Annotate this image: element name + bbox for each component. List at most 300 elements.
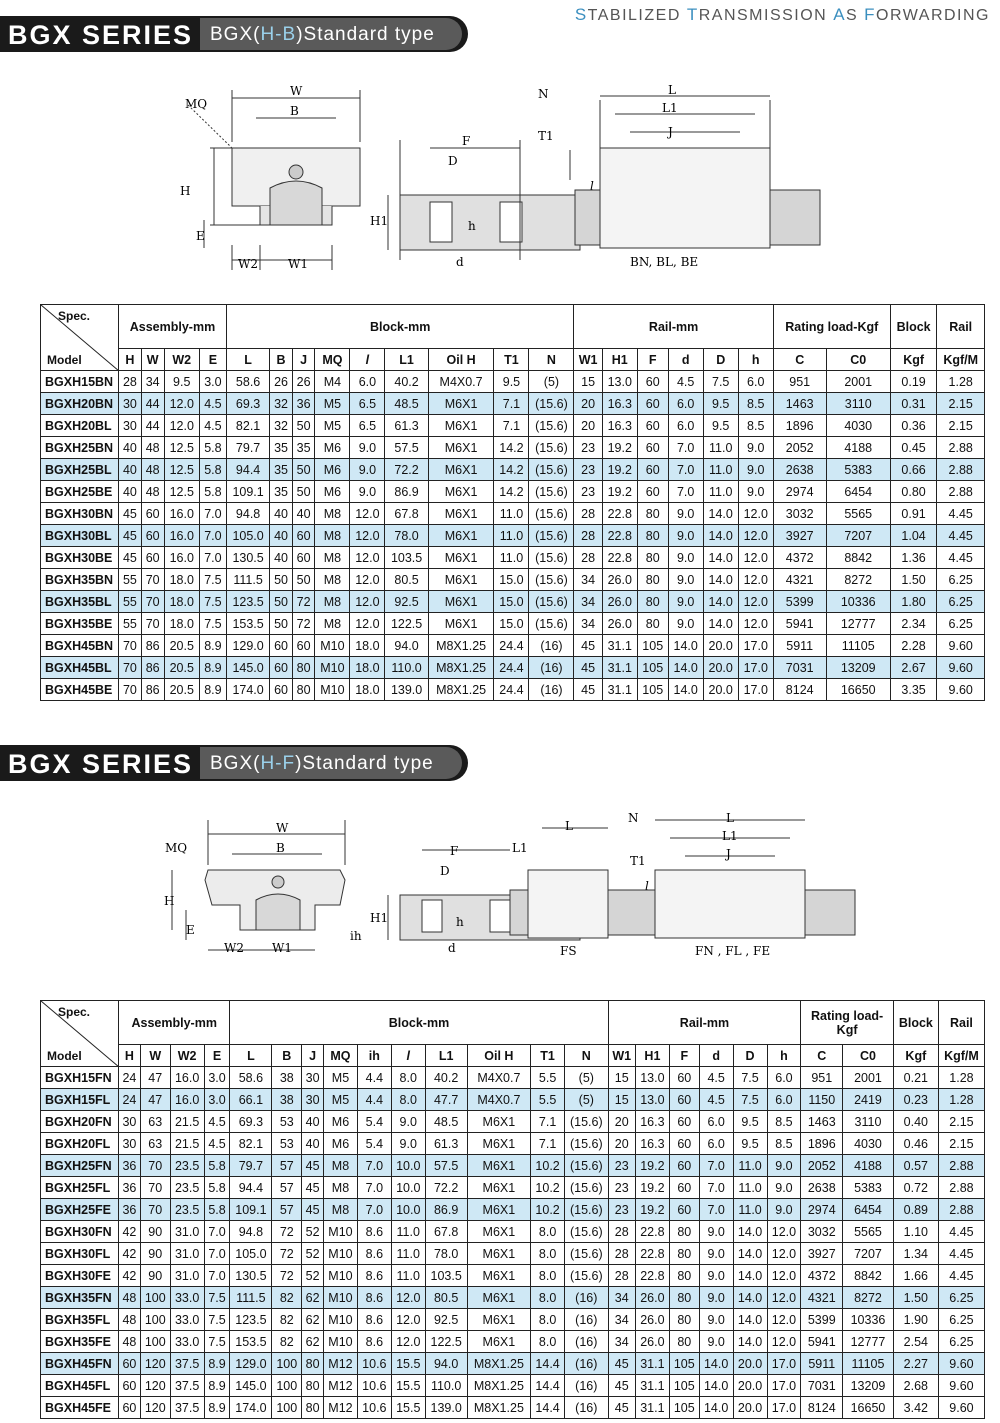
value-cell: 48.5 [425,1111,467,1133]
value-cell: 8.6 [357,1331,391,1353]
svg-text:T1: T1 [538,129,554,143]
model-cell: BGXH30BL [41,525,119,547]
column-header: J [292,349,315,371]
value-cell: 36 [119,1177,141,1199]
value-cell: 80 [292,657,315,679]
model-cell: BGXH35FN [41,1287,119,1309]
value-cell: 34 [608,1331,635,1353]
value-cell: M6 [315,437,350,459]
value-cell: 7.1 [494,415,529,437]
value-cell: 58.6 [226,371,269,393]
value-cell: (16) [565,1353,609,1375]
value-cell: M6 [315,481,350,503]
svg-text:FN , FL , FE: FN , FL , FE [695,944,771,958]
svg-text:B: B [276,841,285,855]
value-cell: 60 [669,1155,699,1177]
value-cell: (15.6) [565,1221,609,1243]
value-cell: 14.0 [699,1397,733,1419]
value-cell: 8.5 [738,415,773,437]
spec-table-hb: Spec. Model Assembly-mm Block-mm Rail-mm Rating load-Kgf Block Rail H W W2 E L B J MQ l L1 Oil H T1 N W1 H1 F d D h C C0 Kgf Kgf/M BGXH15BN 28 34 9.5 3.0 58.6 26 26 M4 6.0 40.2 M4X0.7 9.5 (5) 15 13.0 60 4.5 7.5 6.0 951 2001 0.19 1.28 BGXH20BN 30 44 12.0 4.5 69.3 32 36 M5 6.5 48.5 M6X1 7.1 (15.6) 20 16.3 60 6.0 9.5 8.5 1463 3110 0.31 2.15 BGXH20BL 30 44 12.0 4.5 82.1 32 50 M5 6.5 61.3 M6X1 7.1 (15.6) 20 16.3 60 6.0 9.5 8.5 1896 4030 0.36 2.15 BGXH25BN 40 48 12.5 5.8 79.7 35 35 M6 9.0 57.5 M6X1 14.2 (15.6) 23 19.2 60 7.0 11.0 9.0 2052 4188 0.45 2.88 BGXH25BL 40 48 12.5 5.8 94.4 35 50 M6 9.0 72.2 M6X1 14.2 (15.6) 23 19.2 60 7.0 11.0 9.0 2638 5383 0.66 2.88 BGXH25BE 40 48 12.5 5.8 109.1 35 50 M6 9.0 86.9 M6X1 14.2 (15.6) 23 19.2 60 7.0 11.0 9.0 2974 6454 0.80 2.88 BGXH30BN 45 60 16.0 7.0 94.8 40 40 M8 12.0 67.8 M6X1 11.0 (15.6) 28 22.8 80 9.0 14.0 12.0 3032 5565 0.91 4.45 BGXH30BL 45 60 16.0 7.0 105.0 40 60 M8 12.0 78.0 M6X1 11.0 (15.6) 28 22.8 80 9.0 14.0 12.0 3927 7207 1.04 4.45 BGXH30BE 45 60 16.0 7.0 130.5 40 60 M8 12.0 103.5 M6X1 11.0 (15.6) 28 22.8 80 9.0 14.0 12.0 4372 8842 1.36 4.45 BGXH35BN 55 70 18.0 7.5 111.5 50 50 M8 12.0 80.5 M6X1 15.0 (15.6) 34 26.0 80 9.0 14.0 12.0 4321 8272 1.50 6.25 BGXH35BL 55 70 18.0 7.5 123.5 50 72 M8 12.0 92.5 M6X1 15.0 (15.6) 34 26.0 80 9.0 14.0 12.0 5399 10336 1.80 6.25 BGXH35BE 55 70 18.0 7.5 153.5 50 72 M8 12.0 122.5 M6X1 15.0 (15.6) 34 26.0 80 9.0 14.0 12.0 5941 12777 2.34 6.25 BGXH45BN 70 86 20.5 8.9 129.0 60 60 M10 18.0 94.0 M8X1.25 24.4 (16) 45 31.1 105 14.0 20.0 17.0 5911 11105 2.28 9.60 BGXH45BL 70 86 20.5 8.9 145.0 60 80 M10 18.0 110.0 M8X1.25 24.4 (16) 45 31.1 105 14.0 20.0 17.0 7031 13209 2.67 9.60 BGXH45BE 70 86 20.5 8.9 174.0 60 80 M10 18.0 139.0 M8X1.25 24.4 (16) 45 31.1 105 14.0 20.0 17.0 8124 16650 3.35 9.60 [40,304,985,701]
value-cell: 5.4 [357,1133,391,1155]
value-cell: 40 [119,437,142,459]
value-cell: M6X1 [428,481,494,503]
value-cell: 9.5 [703,393,738,415]
value-cell: 12.0 [391,1287,425,1309]
column-header: Oil H [467,1045,531,1067]
value-cell: 12777 [826,613,890,635]
svg-text:L1: L1 [512,841,528,855]
table-row [41,1133,985,1155]
value-cell: 5.5 [531,1067,565,1089]
value-cell: M8 [315,591,350,613]
value-cell: 11.0 [391,1265,425,1287]
value-cell: 1463 [773,393,826,415]
value-cell: 28 [574,547,602,569]
value-cell: 18.0 [350,679,385,701]
svg-text:N: N [538,87,549,101]
value-cell: 105.0 [230,1243,272,1265]
value-cell: 120 [140,1375,170,1397]
value-cell: 12.0 [767,1331,801,1353]
value-cell: 7.0 [199,525,226,547]
value-cell: 7031 [801,1375,843,1397]
value-cell: 105 [669,1353,699,1375]
value-cell: 28 [574,525,602,547]
value-cell: 109.1 [230,1199,272,1221]
svg-text:L: L [726,811,734,825]
value-cell: 10336 [826,591,890,613]
value-cell: 2.28 [890,635,937,657]
value-cell: 5.8 [204,1177,230,1199]
svg-text:W1: W1 [272,941,292,955]
value-cell: 2.27 [893,1353,938,1375]
value-cell: 6.25 [937,613,985,635]
value-cell: 6.0 [699,1111,733,1133]
model-cell: BGXH45BL [41,657,119,679]
value-cell: 82 [272,1309,302,1331]
value-cell: 94.4 [230,1177,272,1199]
value-cell: 8.5 [767,1133,801,1155]
value-cell: 60 [292,635,315,657]
value-cell: 7.0 [357,1199,391,1221]
value-cell: 12.0 [164,415,199,437]
value-cell: 11.0 [391,1221,425,1243]
value-cell: 23.5 [170,1177,204,1199]
value-cell: 57 [272,1155,302,1177]
value-cell: M4X0.7 [428,371,494,393]
value-cell: 70 [140,1155,170,1177]
column-header: Kgf [893,1045,938,1067]
svg-text:E: E [186,923,195,937]
value-cell: 15.0 [494,591,529,613]
value-cell: 120 [140,1397,170,1419]
svg-text:h: h [456,915,464,929]
value-cell: 16.3 [602,415,637,437]
value-cell: 11.0 [733,1177,767,1199]
value-cell: 92.5 [425,1309,467,1331]
value-cell: 60 [669,1111,699,1133]
value-cell: 12.0 [350,525,385,547]
value-cell: 86 [141,635,164,657]
value-cell: 47.7 [425,1089,467,1111]
value-cell: 8.9 [199,635,226,657]
model-cell: BGXH35FE [41,1331,119,1353]
model-cell: BGXH35BE [41,613,119,635]
value-cell: 129.0 [230,1353,272,1375]
column-header: l [391,1045,425,1067]
value-cell: (16) [565,1309,609,1331]
value-cell: 8124 [773,679,826,701]
value-cell: 16.3 [635,1111,669,1133]
value-cell: 63 [140,1133,170,1155]
value-cell: 100 [272,1353,302,1375]
value-cell: (15.6) [565,1111,609,1133]
value-cell: 12.0 [767,1243,801,1265]
value-cell: 1.66 [893,1265,938,1287]
value-cell: 8272 [843,1287,894,1309]
value-cell: 78.0 [425,1243,467,1265]
table-row [41,569,985,591]
value-cell: 26.0 [635,1331,669,1353]
value-cell: 9.0 [699,1265,733,1287]
value-cell: 12.0 [350,503,385,525]
value-cell: 72 [272,1221,302,1243]
value-cell: 4.4 [357,1067,391,1089]
value-cell: 33.0 [170,1287,204,1309]
value-cell: 23 [574,437,602,459]
value-cell: 0.80 [890,481,937,503]
value-cell: 80 [637,569,668,591]
value-cell: M10 [324,1265,358,1287]
value-cell: 60 [292,525,315,547]
value-cell: 2001 [826,371,890,393]
value-cell: 60 [669,1199,699,1221]
table-row [41,1177,985,1199]
series-banner-hf [0,745,468,781]
value-cell: 9.60 [938,1375,984,1397]
value-cell: 40 [302,1133,324,1155]
value-cell: 4188 [826,437,890,459]
table-row [41,591,985,613]
value-cell: M6X1 [428,415,494,437]
model-cell: BGXH45FN [41,1353,119,1375]
value-cell: 5565 [826,503,890,525]
value-cell: 7.0 [204,1265,230,1287]
value-cell: 7.0 [668,481,703,503]
value-cell: 145.0 [226,657,269,679]
table-row [41,1067,985,1089]
value-cell: (15.6) [565,1199,609,1221]
value-cell: 0.31 [890,393,937,415]
column-header: N [529,349,574,371]
hb-side-view [388,140,580,260]
value-cell: 45 [608,1397,635,1419]
svg-text:H1: H1 [370,911,389,925]
value-cell: 9.0 [699,1309,733,1331]
value-cell: 53 [272,1111,302,1133]
value-cell: M12 [324,1375,358,1397]
value-cell: 40.2 [385,371,428,393]
column-header: l [350,349,385,371]
svg-text:W: W [290,84,303,98]
value-cell: 14.0 [703,503,738,525]
value-cell: 6.25 [938,1309,984,1331]
value-cell: 30 [119,415,142,437]
value-cell: 17.0 [738,635,773,657]
value-cell: 28 [119,371,142,393]
column-header: Kgf/M [937,349,985,371]
table-row [41,503,985,525]
value-cell: 58.6 [230,1067,272,1089]
value-cell: 12.0 [738,613,773,635]
value-cell: 82.1 [226,415,269,437]
value-cell: 17.0 [767,1397,801,1419]
value-cell: 7.5 [199,613,226,635]
value-cell: 105 [669,1397,699,1419]
column-header: W [141,349,164,371]
table-row [41,679,985,701]
value-cell: 80 [637,525,668,547]
value-cell: 19.2 [635,1177,669,1199]
value-cell: 80 [669,1243,699,1265]
value-cell: 3927 [801,1243,843,1265]
value-cell: 14.4 [531,1397,565,1419]
value-cell: 16.0 [164,547,199,569]
value-cell: 4030 [826,415,890,437]
value-cell: 4.45 [938,1243,984,1265]
value-cell: 30 [302,1067,324,1089]
value-cell: 78.0 [385,525,428,547]
value-cell: 6.0 [350,371,385,393]
value-cell: 30 [119,1133,141,1155]
value-cell: 12.5 [164,459,199,481]
value-cell: 82 [272,1287,302,1309]
value-cell: 2638 [773,459,826,481]
value-cell: 12.0 [164,393,199,415]
table-row [41,371,985,393]
value-cell: 2.15 [937,415,985,437]
value-cell: 6.25 [937,569,985,591]
value-cell: 20.0 [703,657,738,679]
value-cell: 8.0 [391,1067,425,1089]
table-row [41,481,985,503]
table-row [41,1243,985,1265]
model-cell: BGXH45BN [41,635,119,657]
value-cell: 2.88 [937,459,985,481]
value-cell: 21.5 [170,1111,204,1133]
value-cell: 26.0 [602,591,637,613]
value-cell: 80.5 [425,1287,467,1309]
value-cell: 60 [669,1089,699,1111]
value-cell: 5.8 [204,1199,230,1221]
value-cell: 23 [608,1155,635,1177]
model-cell: BGXH25BL [41,459,119,481]
value-cell: 10.6 [357,1375,391,1397]
value-cell: 2.34 [890,613,937,635]
table-row [41,393,985,415]
column-header: F [637,349,668,371]
svg-text:MQ: MQ [165,841,188,855]
value-cell: 9.0 [738,459,773,481]
value-cell: 100 [140,1287,170,1309]
value-cell: (15.6) [529,393,574,415]
value-cell: 6454 [843,1199,894,1221]
value-cell: 7.5 [733,1089,767,1111]
value-cell: 12.0 [350,547,385,569]
value-cell: 8.9 [204,1375,230,1397]
value-cell: 33.0 [170,1309,204,1331]
value-cell: 4.5 [699,1067,733,1089]
value-cell: 70 [140,1177,170,1199]
value-cell: 60 [119,1353,141,1375]
svg-text:l: l [645,879,649,893]
value-cell: 1.28 [938,1067,984,1089]
column-header: T1 [531,1045,565,1067]
column-header: E [199,349,226,371]
value-cell: 94.8 [226,503,269,525]
value-cell: 11.0 [733,1199,767,1221]
value-cell: 30 [119,1111,141,1133]
value-cell: 7207 [826,525,890,547]
table-row [41,1199,985,1221]
value-cell: 60 [141,525,164,547]
column-header: Oil H [428,349,494,371]
value-cell: 70 [119,635,142,657]
value-cell: 0.66 [890,459,937,481]
value-cell: 23 [608,1177,635,1199]
value-cell: 8124 [801,1397,843,1419]
svg-text:D: D [448,154,458,168]
column-header: Kgf [890,349,937,371]
value-cell: 10.6 [357,1397,391,1419]
value-cell: (15.6) [565,1265,609,1287]
column-header: W [140,1045,170,1067]
value-cell: 8.5 [767,1111,801,1133]
value-cell: 26 [292,371,315,393]
value-cell: 4.5 [699,1089,733,1111]
value-cell: 60 [292,547,315,569]
value-cell: 0.91 [890,503,937,525]
value-cell: 14.0 [703,525,738,547]
value-cell: 80 [302,1353,324,1375]
value-cell: 14.0 [733,1309,767,1331]
value-cell: 16650 [843,1397,894,1419]
value-cell: 2974 [773,481,826,503]
value-cell: 52 [302,1265,324,1287]
svg-text:L1: L1 [722,829,738,843]
value-cell: 1.36 [890,547,937,569]
value-cell: 22.8 [635,1265,669,1287]
value-cell: M6X1 [467,1111,531,1133]
value-cell: 48 [141,459,164,481]
value-cell: 14.2 [494,437,529,459]
value-cell: 14.0 [703,591,738,613]
value-cell: 36 [119,1155,141,1177]
table-row [41,459,985,481]
value-cell: 9.5 [733,1133,767,1155]
value-cell: 94.8 [230,1221,272,1243]
value-cell: 4030 [843,1133,894,1155]
value-cell: 5383 [843,1177,894,1199]
value-cell: 94.4 [226,459,269,481]
spec-table-hf: Spec. Model Assembly-mm Block-mm Rail-mm Rating load-Kgf Block Rail H W W2 E L B J MQ ih l L1 Oil H T1 N W1 H1 F d D h C C0 Kgf Kgf/M BGXH15FN 24 47 16.0 3.0 58.6 38 30 M5 4.4 8.0 40.2 M4X0.7 5.5 (5) 15 13.0 60 4.5 7.5 6.0 951 2001 0.21 1.28 BGXH15FL 24 47 16.0 3.0 66.1 38 30 M5 4.4 8.0 47.7 M4X0.7 5.5 (5) 15 13.0 60 4.5 7.5 6.0 1150 2419 0.23 1.28 BGXH20FN 30 63 21.5 4.5 69.3 53 40 M6 5.4 9.0 48.5 M6X1 7.1 (15.6) 20 16.3 60 6.0 9.5 8.5 1463 3110 0.40 2.15 BGXH20FL 30 63 21.5 4.5 82.1 53 40 M6 5.4 9.0 61.3 M6X1 7.1 (15.6) 20 16.3 60 6.0 9.5 8.5 1896 4030 0.46 2.15 BGXH25FN 36 70 23.5 5.8 79.7 57 45 M8 7.0 10.0 57.5 M6X1 10.2 (15.6) 23 19.2 60 7.0 11.0 9.0 2052 4188 0.57 2.88 BGXH25FL 36 70 23.5 5.8 94.4 57 45 M8 7.0 10.0 72.2 M6X1 10.2 (15.6) 23 19.2 60 7.0 11.0 9.0 2638 5383 0.72 2.88 BGXH25FE 36 70 23.5 5.8 109.1 57 45 M8 7.0 10.0 86.9 M6X1 10.2 (15.6) 23 19.2 60 7.0 11.0 9.0 2974 6454 0.89 2.88 BGXH30FN 42 90 31.0 7.0 94.8 72 52 M10 8.6 11.0 67.8 M6X1 8.0 (15.6) 28 22.8 80 9.0 14.0 12.0 3032 5565 1.10 4.45 BGXH30FL 42 90 31.0 7.0 105.0 72 52 M10 8.6 11.0 78.0 M6X1 8.0 (15.6) 28 22.8 80 9.0 14.0 12.0 3927 7207 1.34 4.45 BGXH30FE 42 90 31.0 7.0 130.5 72 52 M10 8.6 11.0 103.5 M6X1 8.0 (15.6) 28 22.8 80 9.0 14.0 12.0 4372 8842 1.66 4.45 BGXH35FN 48 100 33.0 7.5 111.5 82 62 M10 8.6 12.0 80.5 M6X1 8.0 (16) 34 26.0 80 9.0 14.0 12.0 4321 8272 1.50 6.25 BGXH35FL 48 100 33.0 7.5 123.5 82 62 M10 8.6 12.0 92.5 M6X1 8.0 (16) 34 26.0 80 9.0 14.0 12.0 5399 10336 1.90 6.25 BGXH35FE 48 100 33.0 7.5 153.5 82 62 M10 8.6 12.0 122.5 M6X1 8.0 (16) 34 26.0 80 9.0 14.0 12.0 5941 12777 2.54 6.25 BGXH45FN 60 120 37.5 8.9 129.0 100 80 M12 10.6 15.5 94.0 M8X1.25 14.4 (16) 45 31.1 105 14.0 20.0 17.0 5911 11105 2.27 9.60 BGXH45FL 60 120 37.5 8.9 145.0 100 80 M12 10.6 15.5 110.0 M8X1.25 14.4 (16) 45 31.1 105 14.0 20.0 17.0 7031 13209 2.68 9.60 BGXH45FE 60 120 37.5 8.9 174.0 100 80 M12 10.6 15.5 139.0 M8X1.25 14.4 (16) 45 31.1 105 14.0 20.0 17.0 8124 16650 3.42 9.60 [40,1000,985,1419]
value-cell: 16.0 [170,1089,204,1111]
value-cell: 17.0 [767,1353,801,1375]
value-cell: 31.0 [170,1265,204,1287]
value-cell: 13.0 [635,1067,669,1089]
value-cell: 1.28 [938,1089,984,1111]
value-cell: (15.6) [529,569,574,591]
value-cell: 15 [608,1067,635,1089]
value-cell: 100 [140,1309,170,1331]
value-cell: 11.0 [703,459,738,481]
value-cell: 122.5 [385,613,428,635]
value-cell: 6.5 [350,393,385,415]
value-cell: (15.6) [565,1155,609,1177]
value-cell: 9.60 [938,1397,984,1419]
svg-text:W1: W1 [288,257,308,271]
value-cell: 40 [119,481,142,503]
value-cell: 20.0 [733,1353,767,1375]
value-cell: M8 [324,1177,358,1199]
value-cell: 72 [292,591,315,613]
column-header: L [226,349,269,371]
value-cell: 45 [574,657,602,679]
value-cell: 7.5 [204,1331,230,1353]
value-cell: 34 [608,1287,635,1309]
value-cell: 70 [141,613,164,635]
value-cell: 14.0 [699,1375,733,1397]
value-cell: M8X1.25 [467,1375,531,1397]
value-cell: 2.15 [937,393,985,415]
value-cell: M5 [315,393,350,415]
value-cell: M8 [324,1199,358,1221]
value-cell: 44 [141,393,164,415]
value-cell: 174.0 [230,1397,272,1419]
value-cell: 120 [140,1353,170,1375]
value-cell: 20 [608,1133,635,1155]
value-cell: 11105 [843,1353,894,1375]
value-cell: 9.0 [668,569,703,591]
value-cell: 139.0 [425,1397,467,1419]
model-cell: BGXH20BL [41,415,119,437]
value-cell: 5941 [773,613,826,635]
value-cell: 70 [140,1199,170,1221]
column-header: W2 [164,349,199,371]
value-cell: 9.60 [938,1353,984,1375]
value-cell: 60 [270,635,293,657]
value-cell: (15.6) [529,437,574,459]
model-cell: BGXH30FE [41,1265,119,1287]
value-cell: 5.8 [204,1155,230,1177]
value-cell: 35 [292,437,315,459]
value-cell: 50 [270,591,293,613]
table-row [41,437,985,459]
value-cell: 18.0 [350,635,385,657]
value-cell: 28 [608,1221,635,1243]
value-cell: M6X1 [467,1177,531,1199]
value-cell: 9.0 [668,591,703,613]
value-cell: 10.2 [531,1177,565,1199]
value-cell: 5383 [826,459,890,481]
value-cell: (15.6) [565,1177,609,1199]
value-cell: 5.8 [199,459,226,481]
value-cell: 9.0 [767,1177,801,1199]
value-cell: 20.5 [164,679,199,701]
value-cell: 15.0 [494,613,529,635]
value-cell: M10 [315,635,350,657]
value-cell: 4321 [801,1287,843,1309]
